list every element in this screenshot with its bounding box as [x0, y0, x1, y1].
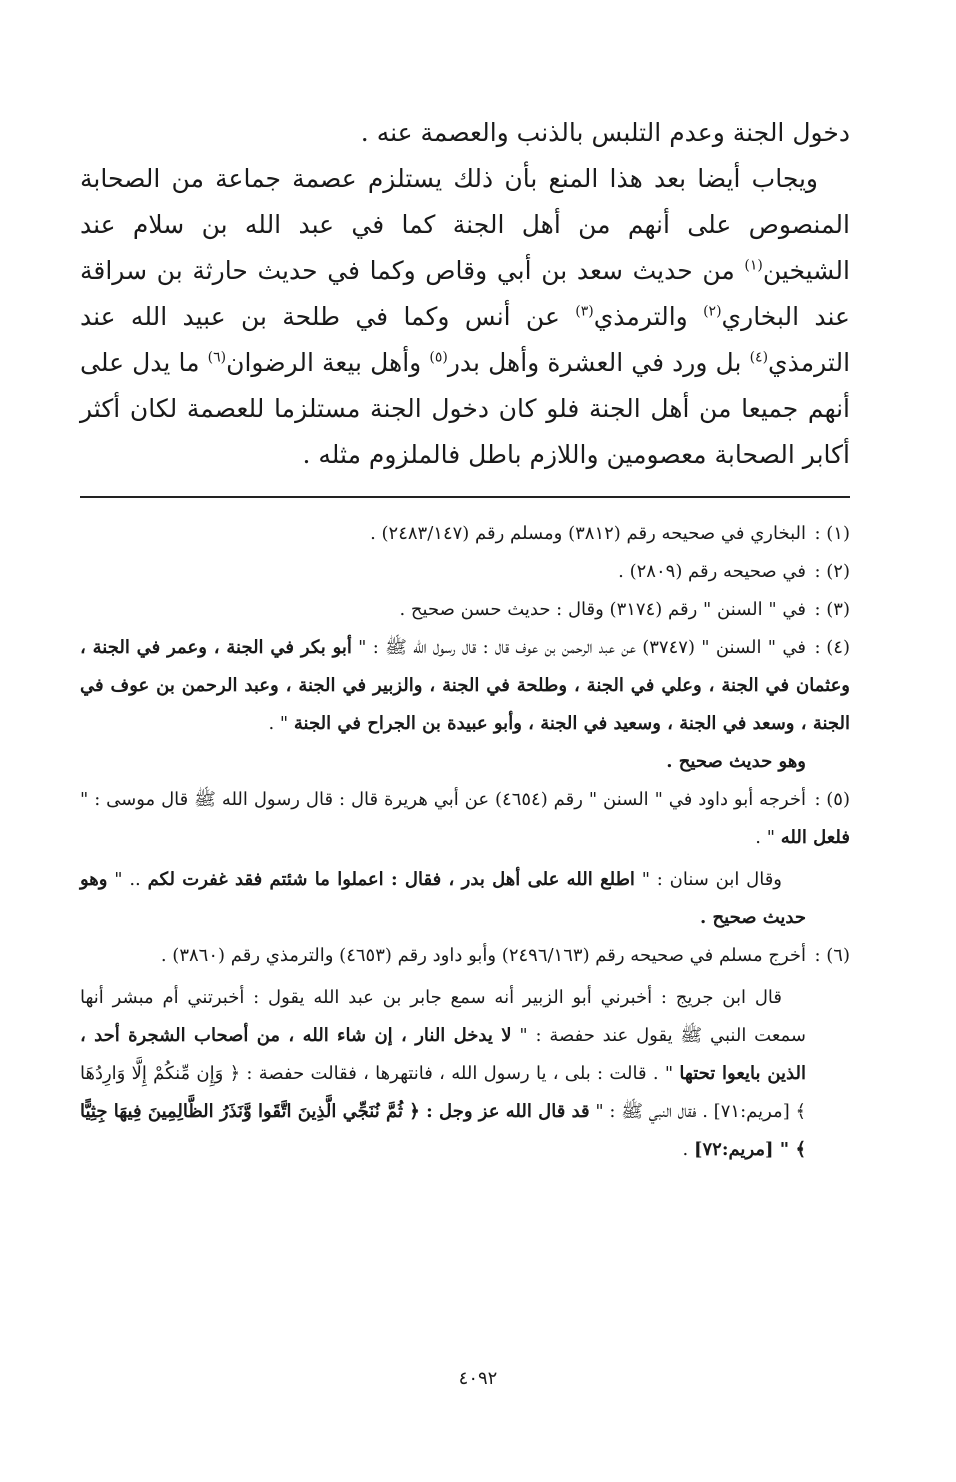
footnote-number: (٦) : — [814, 945, 850, 966]
text-segment: وقال ابن سنان : " — [634, 869, 782, 890]
text-segment: والترمذي — [593, 302, 704, 331]
bold-text: أبو بكر في الجنة ، وعمر في الجنة ، وعثمان في الجنة ، وعلي في الجنة ، وطلحة في الجنة ، والزبير في الجنة ، وعبد الرحمن بن عوف في الجنة ، وسعد في الجنة ، وسعيد في الجنة ، وأبو عبيدة بن الجراح في الجنة — [80, 637, 850, 734]
footnote-ref: (٢) — [703, 303, 722, 320]
text-segment: أخرجه أبو داود في " السنن " رقم (٤٦٥٤) عن أبي هريرة قال : قال رسول الله ﷺ قال موسى : " — [80, 789, 806, 810]
footnote-number: (٢) : — [814, 561, 850, 582]
bold-text: اطلع الله على أهل بدر ، فقال : اعملوا ما شئتم فقد غفرت لكم — [147, 869, 635, 890]
text-segment: من حديث سعد بن أبي وقاص وكما في حديث حارثة بن سراقة عند البخاري — [80, 256, 850, 331]
paragraph — [80, 156, 850, 478]
text-segment: ما يدل على أنهم جميعا من أهل الجنة فلو كان دخول الجنة مستلزما للعصمة لكان أكثر أكابر الصحابة معصومين واللازم باطل فالملزوم مثله . — [80, 348, 850, 469]
text-segment: في " السنن " (٣٧٤٧) عن عبد الرحمن بن عوف قال : قال رسول الله ﷺ : " — [351, 637, 806, 658]
footnote-number: (١) : — [814, 523, 850, 544]
footnote — [80, 553, 850, 591]
footnote-number: (٣) : — [814, 599, 850, 620]
text-segment: البخاري في صحيحه رقم (٣٨١٢) ومسلم رقم (٢٤٨٣/١٤٧) . — [370, 523, 806, 544]
main-body — [80, 110, 850, 478]
bold-text: وهو حديث صحيح . — [80, 869, 806, 928]
footnote — [80, 781, 850, 857]
footnote-ref: (٣) — [575, 303, 594, 320]
text-segment: دخول الجنة وعدم التلبس بالذنب والعصمة عنه . — [360, 118, 850, 147]
main-text — [80, 110, 850, 478]
paragraph — [80, 110, 850, 156]
footnote-number: (٥) : — [814, 789, 850, 810]
bold-text: فلعل الله — [780, 827, 850, 848]
text-segment: . — [682, 1139, 694, 1160]
bold-text: قد قال الله عز وجل : ﴿ ثُمَّ نُنَجِّي الَّذِينَ اتَّقَوا وَّنَذَرُ الظَّالِمِينَ فِيهَا جِثِيًّا ﴾ " [مريم:٧٢] — [80, 1101, 806, 1160]
text-segment: في " السنن " رقم (٣١٧٤) وقال : حديث حسن صحيح . — [399, 599, 806, 620]
text-segment: بل ورد في العشرة وأهل بدر — [447, 348, 750, 377]
text-segment: في صحيحه رقم (٢٨٠٩) . — [618, 561, 806, 582]
text-segment: ويجاب أيضا بعد هذا المنع بأن ذلك يستلزم عصمة جماعة من الصحابة المنصوص على أنهم من أهل الجنة كما في عبد الله بن سلام عند الشيخين — [80, 164, 850, 285]
text-segment: " . قالت : بلى ، يا رسول الله ، فانتهرها ، فقالت حفصة : ﴿ وَإِن مِّنكُمْ إِلَّا وَارِدُهَا ﴾ [مريم:٧١] . فقال النبي ﷺ : " — [80, 1063, 806, 1122]
footnote-ref: (٥) — [429, 349, 448, 366]
footnote — [80, 591, 850, 629]
text-segment: " . — [268, 713, 294, 734]
bold-text: وهو حديث صحيح . — [666, 751, 806, 772]
footnote-continuation — [80, 743, 850, 781]
text-segment: " . — [755, 827, 781, 848]
footnote-ref: (١) — [744, 257, 763, 274]
footnote-continuation — [80, 861, 850, 937]
footnote — [80, 629, 850, 743]
text-segment: عن أنس وكما في طلحة بن عبيد الله عند الترمذي — [80, 302, 851, 377]
footnote — [80, 937, 850, 975]
footnote-number: (٤) : — [814, 637, 850, 658]
footnote — [80, 515, 850, 553]
bold-text: لا يدخل النار ، إن شاء الله ، من أصحاب الشجرة أحد ، الذين بايعوا تحتها — [80, 1025, 806, 1084]
footnote-ref: (٦) — [207, 349, 227, 366]
footnote-continuation — [80, 979, 850, 1169]
footnotes — [80, 515, 850, 1169]
footnote-ref: (٤) — [749, 349, 769, 366]
text-segment: أخرج مسلم في صحيحه رقم (٢٤٩٦/١٦٣) وأبو داود رقم (٤٦٥٣) والترمذي رقم (٣٨٦٠) . — [160, 945, 806, 966]
page-number: ٤٠٩٢ — [458, 1368, 498, 1389]
text-segment: وأهل بيعة الرضوان — [226, 348, 430, 377]
footnote-divider — [80, 496, 850, 498]
text-segment: .. " — [107, 869, 148, 890]
text-segment: قال ابن جريج : أخبرني أبو الزبير أنه سمع جابر بن عبد الله يقول : أخبرتني أم مبشر أنها سمعت النبي ﷺ يقول عند حفصة : " — [80, 987, 806, 1046]
